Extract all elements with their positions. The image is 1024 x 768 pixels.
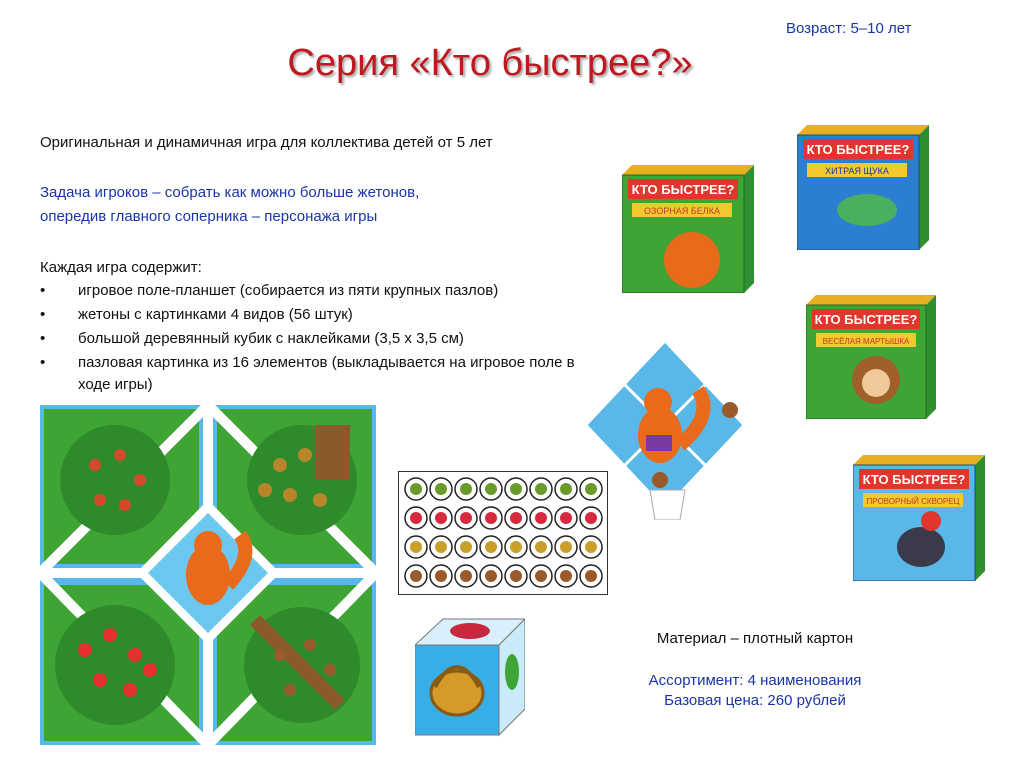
material-label: Материал – плотный картон: [656, 630, 854, 647]
token-picture: [560, 541, 572, 553]
list-item: [40, 328, 580, 350]
game-board-image: [40, 405, 376, 745]
box-subtitle: ОЗОРНАЯ БЕЛКА: [644, 206, 720, 216]
page-title: Серия «Кто быстрее?»: [287, 42, 693, 84]
game-box-pike: [797, 125, 929, 250]
game-box-monkey: [806, 295, 936, 419]
token-picture: [560, 483, 572, 495]
token-picture: [460, 512, 472, 524]
token-picture: [510, 570, 522, 582]
contents-list: [40, 280, 580, 398]
token-picture: [585, 541, 597, 553]
box-brand: КТО БЫСТРЕЕ?: [631, 182, 735, 197]
list-item-text: большой деревянный кубик с наклейками (3,5 х 3,5 см): [78, 330, 464, 347]
token-picture: [435, 570, 447, 582]
token-picture: [535, 570, 547, 582]
task-line-1: Задача игроков – собрать как можно больше жетонов,: [40, 184, 420, 201]
token-picture: [485, 483, 497, 495]
token-picture: [410, 541, 422, 553]
token-picture: [510, 512, 522, 524]
puzzle-picture-image: [580, 340, 750, 520]
bullet: •: [40, 330, 46, 347]
task-text: [40, 181, 580, 229]
age-label: Возраст: 5–10 лет: [786, 20, 912, 37]
token-picture: [410, 512, 422, 524]
token-picture: [560, 570, 572, 582]
box-brand: КТО БЫСТРЕЕ?: [862, 472, 966, 487]
list-item: [40, 352, 580, 396]
tokens-sheet-image: [398, 471, 608, 595]
token-picture: [410, 570, 422, 582]
bullet: •: [40, 354, 46, 371]
token-picture: [485, 512, 497, 524]
box-subtitle: ХИТРАЯ ЩУКА: [825, 166, 889, 176]
contents-heading: Каждая игра содержит:: [40, 259, 202, 276]
price-label: Базовая цена: 260 рублей: [664, 692, 846, 709]
list-item-text: игровое поле-планшет (собирается из пяти крупных пазлов): [78, 282, 499, 299]
game-box-squirrel: [622, 165, 754, 293]
box-subtitle: ВЕСЁЛАЯ МАРТЫШКА: [822, 337, 910, 346]
box-brand: КТО БЫСТРЕЕ?: [806, 142, 910, 157]
cube-image: [415, 617, 525, 737]
list-item-text: жетоны с картинками 4 видов (56 штук): [78, 306, 353, 323]
box-brand: КТО БЫСТРЕЕ?: [814, 312, 918, 327]
box-subtitle: ПРОВОРНЫЙ СКВОРЕЦ: [866, 497, 960, 506]
token-picture: [460, 483, 472, 495]
token-picture: [435, 483, 447, 495]
bullet: •: [40, 306, 46, 323]
game-box-starling: [853, 455, 985, 581]
token-picture: [460, 541, 472, 553]
list-item-text: пазловая картинка из 16 элементов (выкладывается на игровое поле в ходе игры): [78, 354, 575, 393]
token-picture: [560, 512, 572, 524]
token-picture: [585, 570, 597, 582]
token-picture: [435, 512, 447, 524]
task-line-2: опередив главного соперника – персонажа игры: [40, 208, 378, 225]
token-picture: [510, 483, 522, 495]
list-item: [40, 280, 580, 302]
token-picture: [410, 483, 422, 495]
token-picture: [485, 570, 497, 582]
token-picture: [485, 541, 497, 553]
token-picture: [535, 512, 547, 524]
assortment-label: Ассортимент: 4 наименования: [648, 672, 862, 689]
list-item: [40, 304, 580, 326]
token-picture: [535, 483, 547, 495]
description: Оригинальная и динамичная игра для коллектива детей от 5 лет: [40, 134, 493, 151]
token-picture: [510, 541, 522, 553]
bullet: •: [40, 282, 46, 299]
token-picture: [460, 570, 472, 582]
token-picture: [435, 541, 447, 553]
token-picture: [535, 541, 547, 553]
